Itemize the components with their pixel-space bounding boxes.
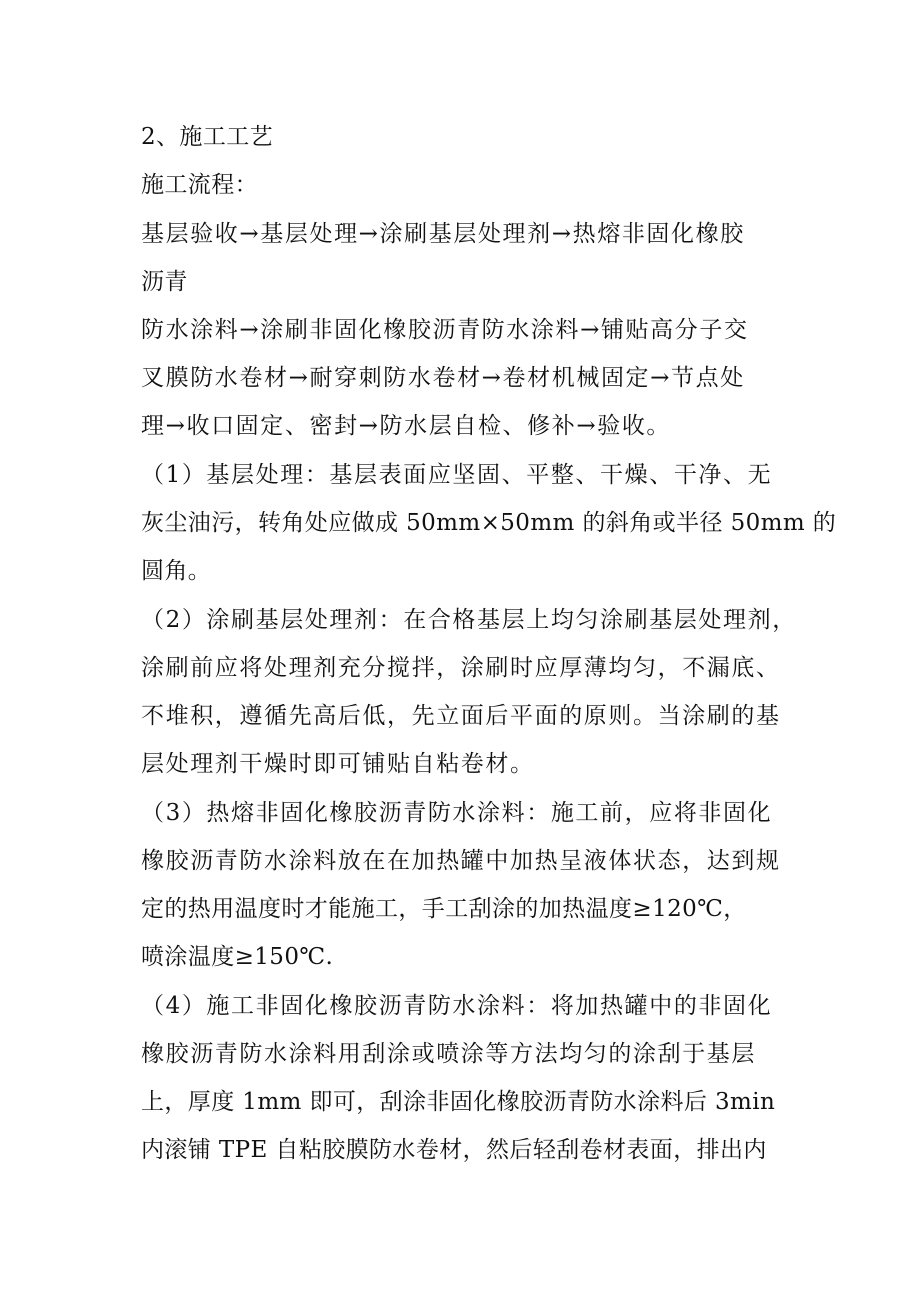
flow-line: 理→收口固定、密封→防水层自检、修补→验收。 (141, 413, 672, 439)
step2-line: （2）涂刷基层处理剂：在合格基层上均匀涂刷基层处理剂， (141, 607, 797, 633)
flow-line: 防水涂料→涂刷非固化橡胶沥青防水涂料→铺贴高分子交 (141, 317, 749, 343)
step4-line: 内滚铺 TPE 自粘胶膜防水卷材，然后轻刮卷材表面，排出内 (141, 1137, 767, 1163)
step3-line: 喷涂温度≥150℃. (141, 944, 334, 970)
step1-line: （1）基层处理：基层表面应坚固、平整、干燥、干净、无 (141, 462, 773, 488)
step1-line: 圆角。 (141, 558, 212, 584)
flow-line: 基层验收→基层处理→涂刷基层处理剂→热熔非固化橡胶 (141, 221, 745, 247)
step1-line: 灰尘油污，转角处应做成 50mm×50mm 的斜角或半径 50mm 的 (141, 510, 837, 536)
step2-line: 层处理剂干燥时即可铺贴自粘卷材。 (141, 751, 535, 777)
flow-line: 叉膜防水卷材→耐穿刺防水卷材→卷材机械固定→节点处 (141, 365, 745, 391)
flow-line: 沥青 (141, 269, 188, 295)
section-heading: 2、施工工艺 (141, 124, 274, 150)
step3-line: 定的热用温度时才能施工，手工刮涂的加热温度≥120℃， (141, 896, 747, 922)
step4-line: 橡胶沥青防水涂料用刮涂或喷涂等方法均匀的涂刮于基层 (141, 1041, 756, 1067)
step3-line: （3）热熔非固化橡胶沥青防水涂料：施工前，应将非固化 (141, 800, 773, 826)
step3-line: 橡胶沥青防水涂料放在在加热罐中加热呈液体状态，达到规 (141, 848, 781, 874)
step2-line: 涂刷前应将处理剂充分搅拌，涂刷时应厚薄均匀，不漏底、 (141, 655, 781, 681)
step2-line: 不堆积，遵循先高后低，先立面后平面的原则。当涂刷的基 (141, 703, 781, 729)
step4-line: （4）施工非固化橡胶沥青防水涂料：将加热罐中的非固化 (141, 993, 773, 1019)
step4-line: 上，厚度 1mm 即可，刮涂非固化橡胶沥青防水涂料后 3min (141, 1089, 776, 1115)
flow-label: 施工流程： (141, 172, 258, 198)
